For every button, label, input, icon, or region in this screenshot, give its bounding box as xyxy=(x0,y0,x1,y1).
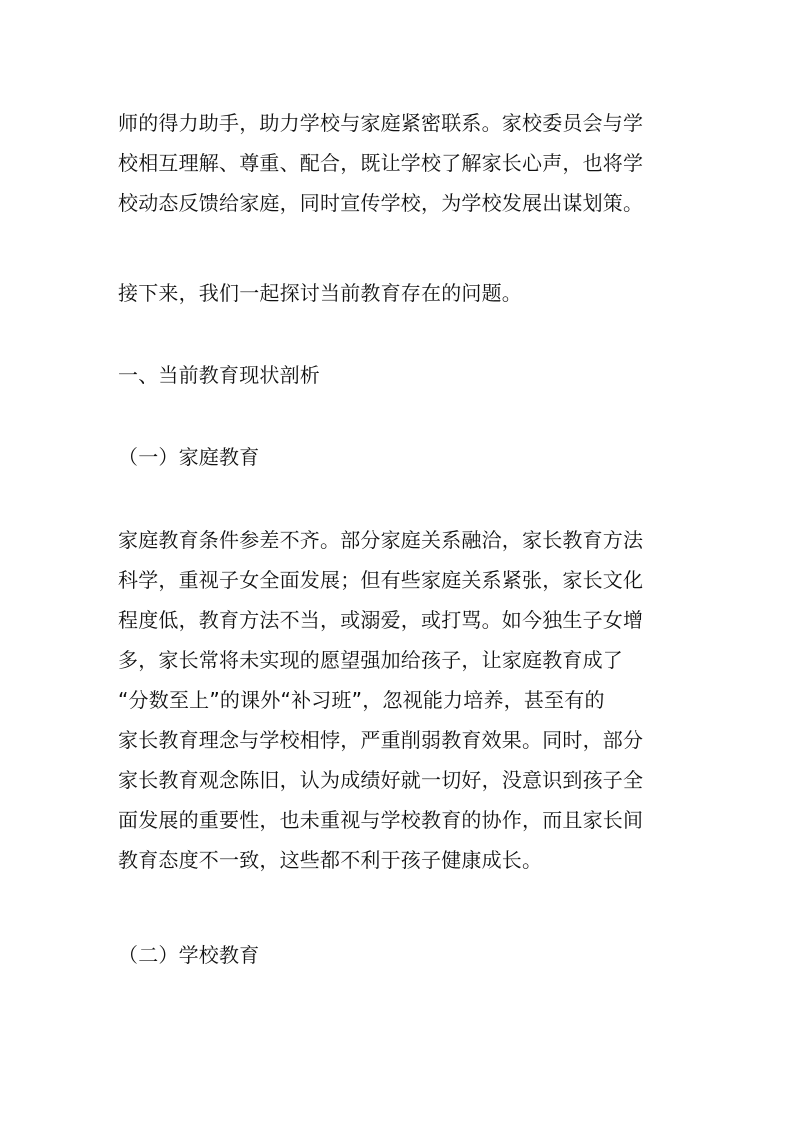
paragraph-line: 家长教育观念陈旧，认为成绩好就一切好，没意识到孩子全 xyxy=(118,768,644,792)
paragraph-line: 接下来，我们一起探讨当前教育存在的问题。 xyxy=(118,281,522,305)
subsection-heading-family-education xyxy=(118,437,678,477)
subsection-heading-text: （一）家庭教育 xyxy=(118,445,260,469)
paragraph-line: 校相互理解、尊重、配合，既让学校了解家长心声，也将学 xyxy=(118,151,644,175)
subsection-heading-text: （二）学校教育 xyxy=(118,943,260,967)
paragraph-line: 面发展的重要性，也未重视与学校教育的协作，而且家长间 xyxy=(118,808,644,832)
paragraph-line: 家长教育理念与学校相悖，严重削弱教育效果。同时，部分 xyxy=(118,728,644,752)
paragraph-line: 多，家长常将未实现的愿望强加给孩子，让家庭教育成了 xyxy=(118,648,623,672)
section-heading-text: 一、当前教育现状剖析 xyxy=(118,363,320,387)
paragraph-line: 师的得力助手，助力学校与家庭紧密联系。家校委员会与学 xyxy=(118,111,644,135)
paragraph-line: 校动态反馈给家庭，同时宣传学校，为学校发展出谋划策。 xyxy=(118,191,644,215)
paragraph-family-education xyxy=(118,520,678,880)
paragraph-line: 科学，重视子女全面发展；但有些家庭关系紧张，家长文化 xyxy=(118,568,644,592)
paragraph-transition xyxy=(118,273,678,313)
subsection-heading-school-education xyxy=(118,935,678,975)
paragraph-line: 家庭教育条件参差不齐。部分家庭关系融洽，家长教育方法 xyxy=(118,528,644,552)
paragraph-line: “分数至上”的课外“补习班”，忽视能力培养，甚至有的 xyxy=(118,688,605,712)
paragraph-line: 程度低，教育方法不当，或溺爱，或打骂。如今独生子女增 xyxy=(118,608,644,632)
section-heading xyxy=(118,355,678,395)
paragraph-home-school-committee xyxy=(118,103,678,223)
paragraph-line: 教育态度不一致，这些都不利于孩子健康成长。 xyxy=(118,848,543,872)
